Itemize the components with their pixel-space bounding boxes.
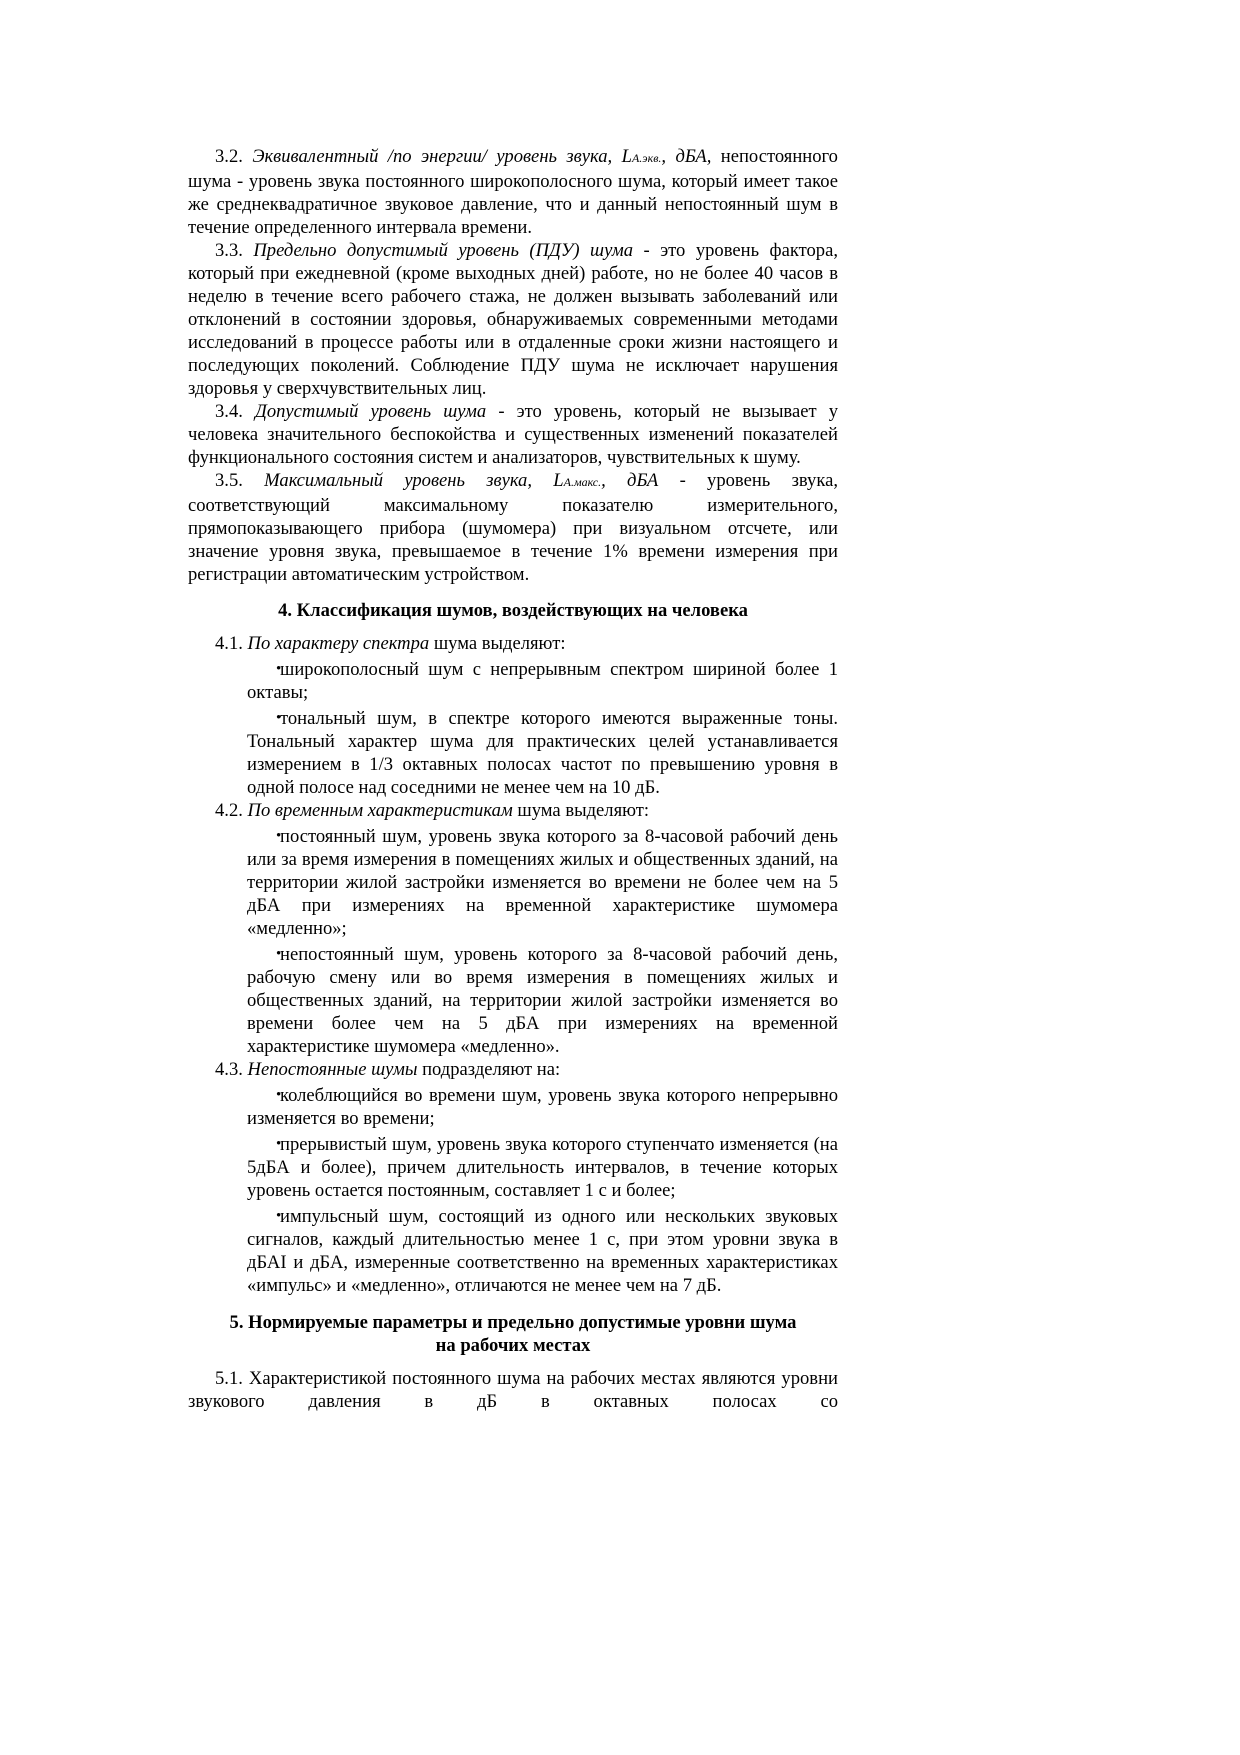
bullet-text: тональный шум, в спектре которого имеются выраженные тоны. Тональный характер шума для практических целей устанавливается измерением в 1/3 октавных полосах частот по превышению уровня в одной полосе над соседними не менее чем на 10 дБ. [247,708,838,798]
paragraph-5-1: 5.1. Характеристикой постоянного шума на рабочих местах являются уровни звукового давления в дБ в октавных полосах со [188,1368,838,1412]
item-text: шума выделяют: [429,633,566,654]
section-5-heading [188,1311,838,1357]
paragraph-number: 3.3. [215,240,243,261]
unit-dba: , дБА, [661,146,712,167]
section-5-title-line2: на рабочих местах [435,1335,591,1356]
bullet-item [247,707,838,799]
paragraph-3-2 [188,145,838,239]
term-max-sound-level: Максимальный уровень звука, [264,470,533,491]
bullet-item [247,943,838,1058]
paragraph-text: - уровень звука, соответствующий максимальному показателю измерительного, прямопоказывающего прибора (шумомера) при визуальном отсчете, или значение уровня звука, превышаемое в течение 1% времени измерения при регистрации автоматическим устройством. [188,470,839,585]
bullet-icon: • [276,661,282,677]
paragraph-3-3 [188,239,838,400]
item-term: По характеру спектра [247,633,430,654]
item-number: 4.3. [215,1059,243,1080]
bullet-icon: • [276,1136,282,1152]
bullet-text: колеблющийся во времени шум, уровень звука которого непрерывно изменяется во времени; [247,1085,838,1129]
symbol-subscript: А.макс. [563,475,602,489]
section-5-title-line1: 5. Нормируемые параметры и предельно допустимые уровни шума [229,1312,797,1333]
bullet-text: прерывистый шум, уровень звука которого ступенчато изменяется (на 5дБА и более), причем длительность интервалов, в течение которых уровень остается постоянным, составляет 1 с и более; [247,1134,838,1201]
term-pdu: Предельно допустимый уровень (ПДУ) шума [253,240,634,261]
bullet-item [247,1084,838,1130]
bullet-text: постоянный шум, уровень звука которого за 8-часовой рабочий день или за время измерения в помещениях жилых и общественных зданий, на территории жилой застройки изменяется во времени не более чем на 5 дБА при измерениях на временной характеристике шумомера «медленно»; [247,826,838,939]
paragraph-3-5 [188,469,838,586]
symbol-l: L [621,146,632,167]
bullet-item [247,1133,838,1202]
bullet-icon: • [276,1087,282,1103]
item-4-3 [188,1058,838,1081]
section-4-heading: 4. Классификация шумов, воздействующих на человека [278,600,748,621]
bullet-item [247,1205,838,1297]
bullet-text: широкополосный шум с непрерывным спектром шириной более 1 октавы; [247,659,838,703]
term-equivalent-sound-level: Эквивалентный /по энергии/ уровень звука, [252,146,613,167]
item-term: Непостоянные шумы [247,1059,418,1080]
item-term: По временным характеристикам [247,800,513,821]
item-4-2 [188,799,838,822]
bullet-item [247,825,838,940]
bullet-icon: • [276,710,282,726]
bullet-icon: • [276,946,282,962]
paragraph-text: непостоянного шума - уровень звука постоянного широкополосного шума, который имеет такое же среднеквадратичное звуковое давление, что и данный непостоянный шум в течение определенного интервала времени. [188,146,838,238]
symbol-l: L [553,470,564,491]
bullet-icon: • [276,828,282,844]
bullet-text: непостоянный шум, уровень которого за 8-часовой рабочий день, рабочую смену или во время измерения в помещениях жилых и общественных зданий, на территории жилой застройки изменяется во времени более чем на 5 дБА при измерениях на временной характеристике шумомера «медленно». [247,944,838,1057]
bullet-item [247,658,838,704]
bullet-icon: • [276,1208,282,1224]
item-text: подразделяют на: [417,1059,561,1080]
unit-dba: , дБА [601,470,659,491]
paragraph-3-4 [188,400,838,469]
page-content [188,145,838,1413]
item-text: шума выделяют: [512,800,650,821]
bullet-text: импульсный шум, состоящий из одного или нескольких звуковых сигналов, каждый длительностью менее 1 с, при этом уровни звука в дБАI и дБА, измеренные соответственно на временных характеристиках «импульс» и «медленно», отличаются не менее чем на 7 дБ. [247,1206,838,1296]
paragraph-text: - это уровень фактора, который при ежедневной (кроме выходных дней) работе, но не более 40 часов в неделю в течение всего рабочего стажа, не должен вызывать заболеваний или отклонений в состоянии здоровья, обнаруживаемых современными методами исследований в процессе работы или в отдаленные сроки жизни настоящего и последующих поколений. Соблюдение ПДУ шума не исключает нарушения здоровья у сверхчувствительных лиц. [188,240,839,399]
paragraph-number: 3.4. [215,401,243,422]
item-4-1 [188,632,838,655]
item-number: 4.2. [215,800,243,821]
paragraph-text: - это уровень, который не вызывает у человека значительного беспокойства и существенных изменений показателей функционального состояния систем и анализаторов, чувствительных к шуму. [188,401,838,468]
paragraph-number: 3.2. [215,146,243,167]
item-number: 4.1. [215,633,243,654]
paragraph-number: 3.5. [215,470,243,491]
term-permissible-level: Допустимый уровень шума [255,401,487,422]
symbol-subscript: А.экв. [631,151,662,165]
